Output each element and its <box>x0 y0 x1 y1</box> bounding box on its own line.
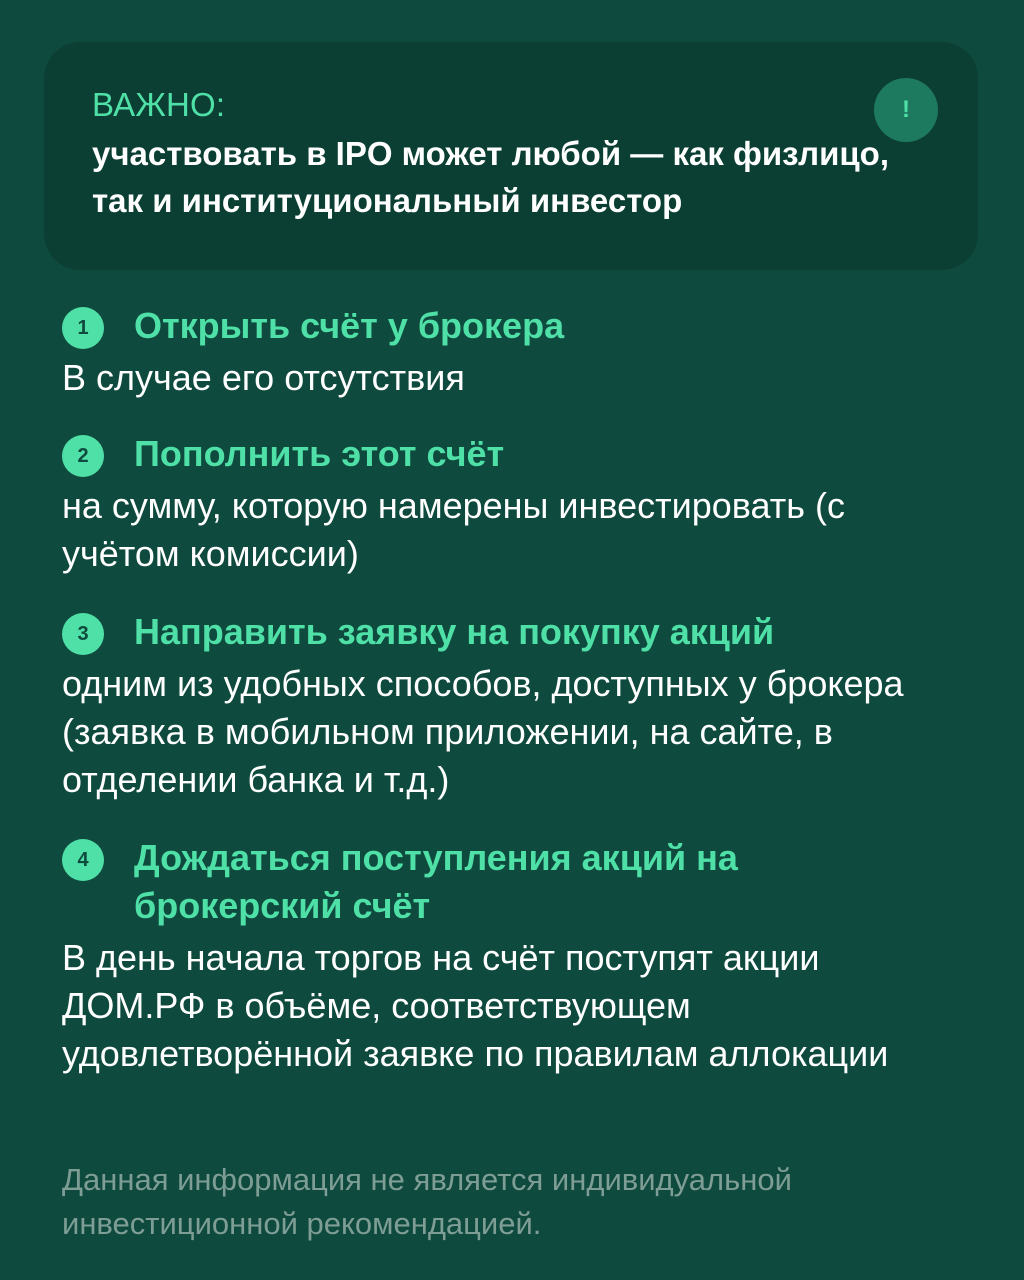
step-number-badge: 3 <box>62 613 104 655</box>
step-2 <box>62 430 962 578</box>
important-notice-card <box>44 42 978 270</box>
step-3-title: Направить заявку на покупку акций <box>134 611 775 652</box>
step-4-text: В день начала торгов на счёт поступят акции ДОМ.РФ в объёме, соответствующем удовлетворённой заявке по правилам аллокации <box>62 937 889 1074</box>
step-3-header <box>62 608 962 656</box>
notice-title: ВАЖНО: <box>92 86 226 123</box>
step-1-title: Открыть счёт у брокера <box>134 305 565 346</box>
step-4-header <box>62 834 754 930</box>
step-1-text: В случае его отсутствия <box>62 357 465 398</box>
step-number-badge: 2 <box>62 435 104 477</box>
step-4-title: Дождаться поступления акций на брокерский счёт <box>134 837 738 926</box>
step-3-text: одним из удобных способов, доступных у брокера (заявка в мобильном приложении, на сайте, в отделении банка и т.д.) <box>62 663 904 800</box>
step-3 <box>62 608 962 804</box>
step-number-badge: 1 <box>62 307 104 349</box>
notice-body: участвовать в IPO может любой — как физлицо, так и институциональный инвестор <box>92 135 890 219</box>
step-2-title: Пополнить этот счёт <box>134 433 505 474</box>
step-2-header <box>62 430 962 478</box>
step-4 <box>62 834 962 1078</box>
step-1-header <box>62 302 962 350</box>
exclamation-icon: ! <box>874 78 938 142</box>
step-number-badge: 4 <box>62 839 104 881</box>
disclaimer-text: Данная информация не является индивидуальной инвестиционной рекомендацией. <box>62 1162 792 1241</box>
step-1 <box>62 302 962 402</box>
step-2-text: на сумму, которую намерены инвестировать (с учётом комиссии) <box>62 485 845 574</box>
